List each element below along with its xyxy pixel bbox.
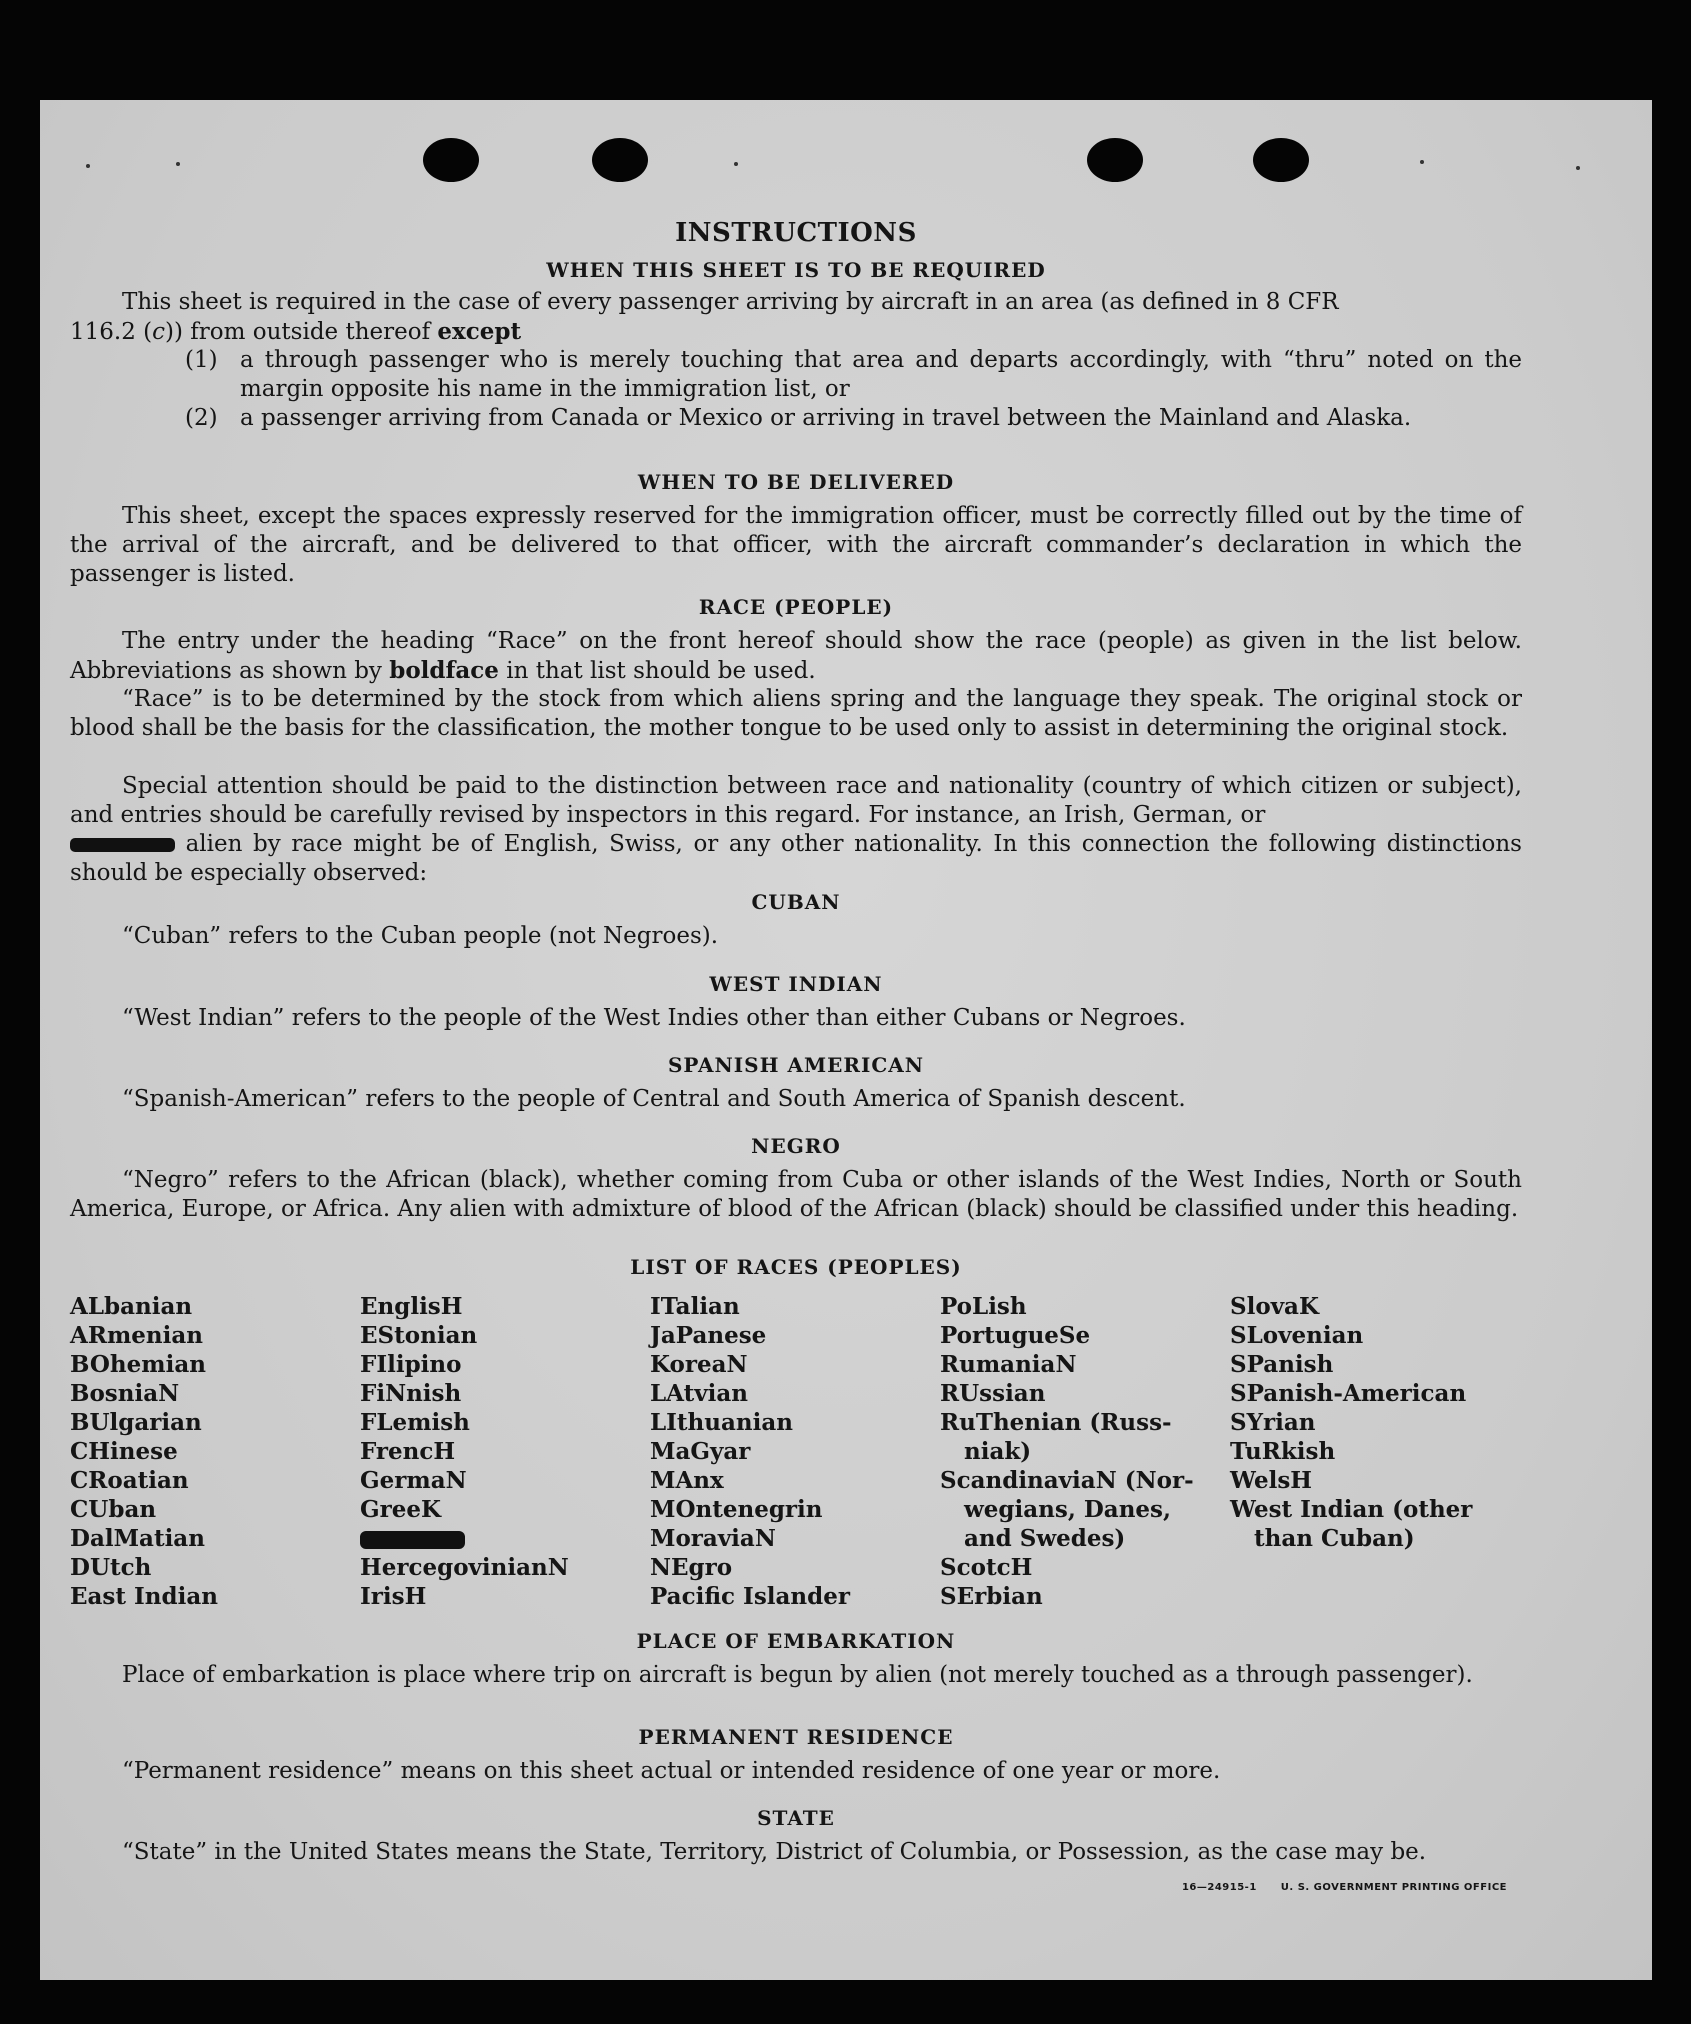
race-item: WelsH (1230, 1467, 1313, 1494)
punch-hole (423, 138, 479, 182)
race-item: East Indian (70, 1583, 218, 1610)
redacted-race-item (360, 1524, 640, 1553)
intro-cfr-italic: c (152, 319, 166, 345)
speck (86, 164, 90, 168)
race-item: SPanish (1230, 1351, 1334, 1378)
race-item: CRoatian (70, 1467, 189, 1494)
race-p3-b: alien by race might be of English, Swiss, or any other nationality. In this connection the following distinctions should be especially observed: (70, 831, 1522, 886)
race-item: LAtvian (650, 1380, 748, 1407)
intro-cfr-prefix: 116.2 ( (70, 319, 153, 345)
race-item: MAnx (650, 1467, 724, 1494)
race-item: CHinese (70, 1438, 178, 1465)
race-item: TuRkish (1230, 1438, 1336, 1465)
intro-except: except (437, 318, 522, 345)
spanish-american-definition: “Spanish-American” refers to the people of Central and South America of Spanish descent. (122, 1086, 1186, 1112)
heading-place-of-embarkation: PLACE OF EMBARKATION (636, 1629, 956, 1653)
race-item: FIlipino (360, 1351, 462, 1378)
residence-definition: “Permanent residence” means on this sheet actual or intended residence of one year or more. (122, 1758, 1221, 1784)
race-item: DalMatian (70, 1525, 205, 1552)
when-required-intro (70, 288, 1522, 347)
race-item: FrencH (360, 1438, 456, 1465)
race-item: ScandinaviaN (Nor- (940, 1467, 1194, 1494)
race-item: GreeK (360, 1496, 442, 1523)
races-column-3 (650, 1292, 930, 1611)
race-item: RuThenian (Russ- (940, 1409, 1172, 1436)
delivered-text: This sheet, except the spaces expressly reserved for the immigration officer, must be correctly filled out by the time of the arrival of the aircraft, and be delivered to that officer, with the aircraft commander’s declaration in which the passenger is listed. (70, 503, 1522, 587)
negro-definition: “Negro” refers to the African (black), whether coming from Cuba or other islands of the West Indies, North or South America, Europe, or Africa. Any alien with admixture of blood of the African (black) should be classified under this heading. (70, 1167, 1522, 1222)
race-item: SPanish-American (1230, 1380, 1467, 1407)
race-item: BUlgarian (70, 1409, 202, 1436)
cuban-text (70, 922, 1522, 951)
heading-negro: NEGRO (751, 1134, 841, 1158)
race-p1-a: The entry under the heading “Race” on the front hereof should show the race (people) as given in the list below. Abbreviations as shown by (70, 628, 1522, 684)
race-item: SErbian (940, 1583, 1043, 1610)
race-item: Pacific Islander (650, 1583, 850, 1610)
race-item: DUtch (70, 1554, 152, 1581)
race-item: BosniaN (70, 1380, 180, 1407)
exception-item-2 (185, 404, 1522, 433)
race-item: ScotcH (940, 1554, 1033, 1581)
state-text (70, 1838, 1522, 1867)
exception-item-1 (185, 346, 1522, 404)
west-indian-text (70, 1004, 1522, 1033)
race-item: BOhemian (70, 1351, 206, 1378)
intro-line-a: This sheet is required in the case of every passenger arriving by aircraft in an area (as defined in 8 CFR (122, 289, 1339, 315)
race-p1-bold: boldface (389, 657, 499, 684)
race-item: RUssian (940, 1380, 1046, 1407)
race-item-continued: niak) (964, 1438, 1032, 1465)
cuban-definition: “Cuban” refers to the Cuban people (not Negroes). (122, 923, 719, 949)
item-number: (1) (185, 347, 218, 373)
heading-west-indian: WEST INDIAN (709, 972, 883, 996)
race-item-continued: than Cuban) (1254, 1525, 1415, 1552)
race-item: West Indian (other (1230, 1496, 1473, 1523)
race-item-continued: wegians, Danes, (964, 1496, 1171, 1523)
races-column-4 (940, 1292, 1220, 1611)
race-item: PoLish (940, 1293, 1027, 1320)
race-item: ARmenian (70, 1322, 204, 1349)
heading-when-delivered: WHEN TO BE DELIVERED (637, 470, 955, 494)
speck (1420, 160, 1424, 164)
race-item: MOntenegrin (650, 1496, 823, 1523)
heading-when-required: WHEN THIS SHEET IS TO BE REQUIRED (546, 258, 1046, 282)
race-item: SLovenian (1230, 1322, 1364, 1349)
printer-name: U. S. GOVERNMENT PRINTING OFFICE (1280, 1882, 1507, 1893)
race-item: JaPanese (650, 1322, 767, 1349)
item-text: a passenger arriving from Canada or Mexico or arriving in travel between the Mainland and Alaska. (240, 405, 1412, 431)
race-item: IrisH (360, 1583, 427, 1610)
race-item: SlovaK (1230, 1293, 1319, 1320)
negro-text (70, 1166, 1522, 1224)
heading-cuban: CUBAN (751, 890, 841, 914)
page-title: INSTRUCTIONS (675, 218, 917, 248)
item-text: a through passenger who is merely touching that area and departs accordingly, with “thru” noted on the margin opposite his name in the immigration list, or (240, 347, 1522, 402)
heading-race: RACE (PEOPLE) (698, 595, 894, 619)
race-item: ITalian (650, 1293, 740, 1320)
races-list (70, 1292, 1540, 1612)
heading-spanish-american: SPANISH AMERICAN (667, 1053, 925, 1077)
race-item: EnglisH (360, 1293, 463, 1320)
place-text (70, 1661, 1522, 1690)
heading-state: STATE (757, 1806, 835, 1830)
speck (1576, 166, 1580, 170)
intro-line-b: )) from outside thereof (165, 319, 438, 345)
residence-text (70, 1757, 1522, 1786)
race-item: HercegovinianN (360, 1554, 569, 1581)
race-item: KoreaN (650, 1351, 748, 1378)
race-paragraph-2 (70, 685, 1522, 743)
race-item: MaGyar (650, 1438, 751, 1465)
race-item: MoraviaN (650, 1525, 776, 1552)
race-item: CUban (70, 1496, 157, 1523)
west-indian-definition: “West Indian” refers to the people of the West Indies other than either Cubans or Negroes. (122, 1005, 1186, 1031)
races-column-5 (1230, 1292, 1510, 1553)
races-column-1 (70, 1292, 350, 1611)
race-item: ALbanian (70, 1293, 193, 1320)
when-delivered-text (70, 502, 1522, 589)
race-p1-b: in that list should be used. (498, 658, 816, 684)
race-item: GermaN (360, 1467, 467, 1494)
punch-hole (1087, 138, 1143, 182)
item-number: (2) (185, 405, 218, 431)
race-item: FLemish (360, 1409, 470, 1436)
heading-list-of-races: LIST OF RACES (PEOPLES) (630, 1255, 962, 1279)
state-definition: “State” in the United States means the State, Territory, District of Columbia, or Possession, as the case may be. (122, 1839, 1427, 1865)
punch-hole (1253, 138, 1309, 182)
race-p2: “Race” is to be determined by the stock from which aliens spring and the language they speak. The original stock or blood shall be the basis for the classification, the mother tongue to be used only to assist in determining the original stock. (70, 686, 1522, 741)
race-item: RumaniaN (940, 1351, 1077, 1378)
race-paragraph-1 (70, 627, 1522, 686)
race-item: EStonian (360, 1322, 478, 1349)
race-p3-a: Special attention should be paid to the distinction between race and nationality (country of which citizen or subject), and entries should be carefully revised by inspectors in this regard. For instance, an Irish, German, or (70, 773, 1522, 828)
document-sheet (40, 100, 1652, 1980)
speck (176, 162, 180, 166)
race-item: SYrian (1230, 1409, 1316, 1436)
race-item: FiNnish (360, 1380, 462, 1407)
printer-imprint (1182, 1882, 1507, 1893)
place-definition: Place of embarkation is place where trip on aircraft is begun by alien (not merely touched as a through passenger). (122, 1662, 1473, 1688)
race-item: LIthuanian (650, 1409, 793, 1436)
races-column-2 (360, 1292, 640, 1611)
race-item: PortugueSe (940, 1322, 1091, 1349)
form-number: 16—24915-1 (1181, 1882, 1257, 1893)
punch-hole (592, 138, 648, 182)
redaction-mark (70, 838, 175, 852)
race-item: NEgro (650, 1554, 733, 1581)
heading-permanent-residence: PERMANENT RESIDENCE (638, 1725, 954, 1749)
speck (734, 162, 738, 166)
redaction-mark (360, 1531, 465, 1549)
spanish-american-text (70, 1085, 1522, 1114)
race-paragraph-3 (70, 772, 1522, 888)
race-item-continued: and Swedes) (964, 1525, 1126, 1552)
